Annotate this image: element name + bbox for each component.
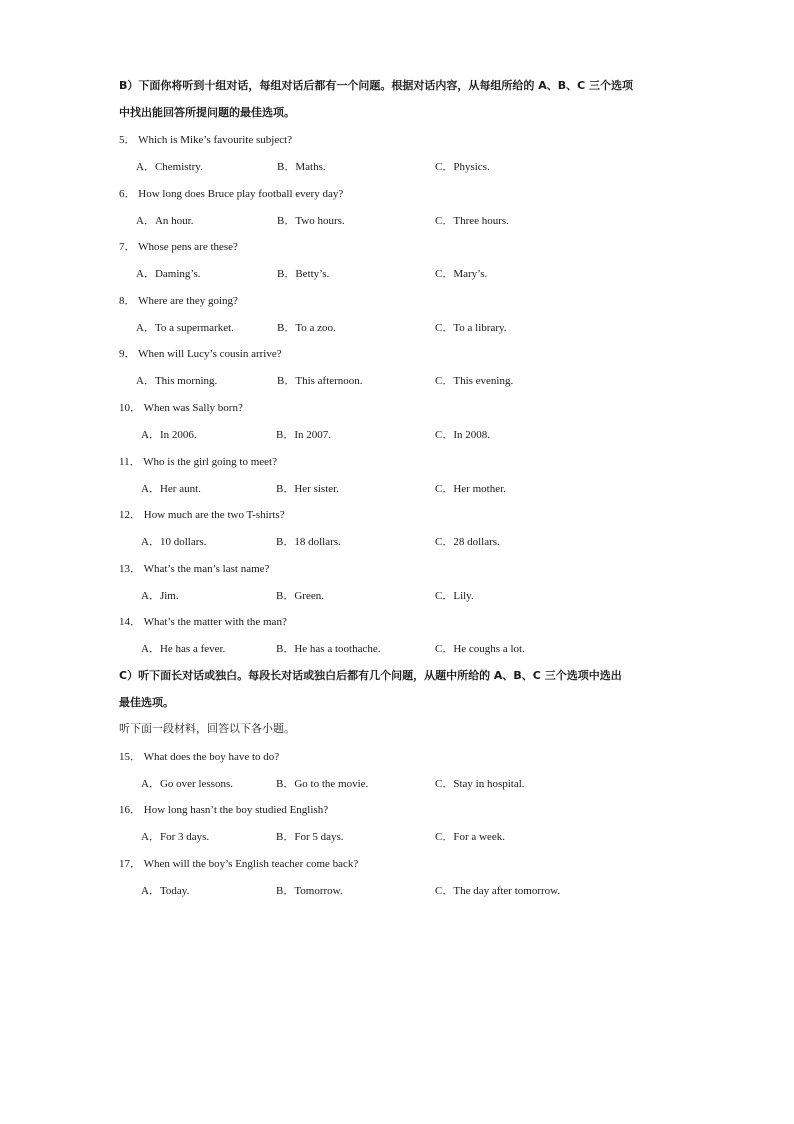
question-number: 10． — [119, 402, 141, 414]
options-13 — [0, 589, 794, 603]
options-14 — [0, 642, 794, 656]
option-a: A．Go over lessons. — [141, 778, 233, 790]
option-c: C．This evening. — [435, 375, 514, 387]
option-a: A．Jim. — [141, 590, 179, 602]
option-b: B．To a zoo. — [277, 322, 336, 334]
options-17 — [0, 884, 794, 898]
section-c-heading — [119, 662, 679, 716]
question-text: What’s the man’s last name? — [143, 563, 270, 575]
question-13 — [119, 562, 269, 576]
options-9 — [0, 374, 794, 388]
question-text: How long does Bruce play football every day? — [138, 188, 344, 200]
option-c: C．To a library. — [435, 322, 507, 334]
options-11 — [0, 482, 794, 496]
question-number: 7． — [119, 241, 136, 253]
question-number: 14． — [119, 616, 141, 628]
section-c-heading-line1: C）听下面长对话或独白。每段长对话或独白后都有几个问题，从题中所给的 A、B、C 三个选项中选出 — [119, 669, 622, 682]
section-b-heading-line1: B）下面你将听到十组对话，每组对话后都有一个问题。根据对话内容，从每组所给的 A、B、C 三个选项 — [119, 79, 634, 92]
question-text: Whose pens are these? — [138, 241, 238, 253]
question-10 — [119, 401, 243, 415]
option-b: B．Her sister. — [276, 483, 339, 495]
option-c: C．28 dollars. — [435, 536, 500, 548]
option-a: A．10 dollars. — [141, 536, 207, 548]
option-b: B．For 5 days. — [276, 831, 344, 843]
section-b-heading — [119, 72, 679, 126]
question-text: What does the boy have to do? — [143, 751, 280, 763]
option-c: C．Her mother. — [435, 483, 506, 495]
option-c: C．For a week. — [435, 831, 505, 843]
question-number: 16． — [119, 804, 141, 816]
option-b: B．He has a toothache. — [276, 643, 381, 655]
option-b: B．Green. — [276, 590, 324, 602]
question-number: 15． — [119, 751, 141, 763]
option-b: B．Maths. — [277, 161, 326, 173]
option-a: A．Daming’s. — [136, 268, 201, 280]
question-5 — [119, 133, 292, 147]
question-7 — [119, 240, 238, 254]
question-number: 8． — [119, 295, 136, 307]
option-b: B．18 dollars. — [276, 536, 341, 548]
options-16 — [0, 830, 794, 844]
options-12 — [0, 535, 794, 549]
option-b: B．Two hours. — [277, 215, 345, 227]
options-15 — [0, 777, 794, 791]
option-c: C．The day after tomorrow. — [435, 885, 561, 897]
question-text: How much are the two T-shirts? — [143, 509, 285, 521]
question-number: 6． — [119, 188, 136, 200]
option-a: A．To a supermarket. — [136, 322, 234, 334]
question-16 — [119, 803, 328, 817]
question-9 — [119, 347, 282, 361]
question-text: Where are they going? — [138, 295, 238, 307]
question-number: 17． — [119, 858, 141, 870]
question-number: 12． — [119, 509, 141, 521]
question-17 — [119, 857, 358, 871]
option-a: A．Chemistry. — [136, 161, 203, 173]
question-number: 11． — [119, 456, 141, 468]
question-text: When was Sally born? — [143, 402, 243, 414]
option-c: C．Three hours. — [435, 215, 509, 227]
option-c: C．In 2008. — [435, 429, 491, 441]
option-a: A．He has a fever. — [141, 643, 226, 655]
question-number: 13． — [119, 563, 141, 575]
option-c: C．Physics. — [435, 161, 490, 173]
option-a: A．In 2006. — [141, 429, 197, 441]
option-b: B．Tomorrow. — [276, 885, 343, 897]
question-15 — [119, 750, 279, 764]
option-a: A．Today. — [141, 885, 190, 897]
section-c-heading-line2: 最佳选项。 — [119, 696, 174, 709]
question-number: 5． — [119, 134, 136, 146]
options-10 — [0, 428, 794, 442]
option-a: A．Her aunt. — [141, 483, 201, 495]
question-number: 9． — [119, 348, 136, 360]
section-b-heading-line2: 中找出能回答所提问题的最佳选项。 — [119, 106, 295, 119]
option-a: A．This morning. — [136, 375, 218, 387]
options-6 — [0, 214, 794, 228]
question-text: When will Lucy’s cousin arrive? — [138, 348, 282, 360]
option-a: A．For 3 days. — [141, 831, 210, 843]
option-c: C．Lily. — [435, 590, 474, 602]
section-c-instruction: 听下面一段材料，回答以下各小题。 — [119, 722, 295, 735]
option-c: C．Mary’s. — [435, 268, 488, 280]
question-8 — [119, 294, 238, 308]
options-8 — [0, 321, 794, 335]
question-text: What’s the matter with the man? — [143, 616, 287, 628]
question-text: How long hasn’t the boy studied English? — [143, 804, 329, 816]
question-12 — [119, 508, 285, 522]
option-a: A．An hour. — [136, 215, 194, 227]
question-text: Which is Mike’s favourite subject? — [138, 134, 293, 146]
question-11 — [119, 455, 277, 469]
option-b: B．This afternoon. — [277, 375, 363, 387]
options-5 — [0, 160, 794, 174]
option-b: B．In 2007. — [276, 429, 332, 441]
option-b: B．Betty’s. — [277, 268, 330, 280]
question-6 — [119, 187, 343, 201]
question-text: Who is the girl going to meet? — [143, 456, 277, 468]
option-b: B．Go to the movie. — [276, 778, 369, 790]
option-c: C．Stay in hospital. — [435, 778, 525, 790]
question-text: When will the boy’s English teacher come back? — [143, 858, 359, 870]
options-7 — [0, 267, 794, 281]
option-c: C．He coughs a lot. — [435, 643, 525, 655]
question-14 — [119, 615, 287, 629]
